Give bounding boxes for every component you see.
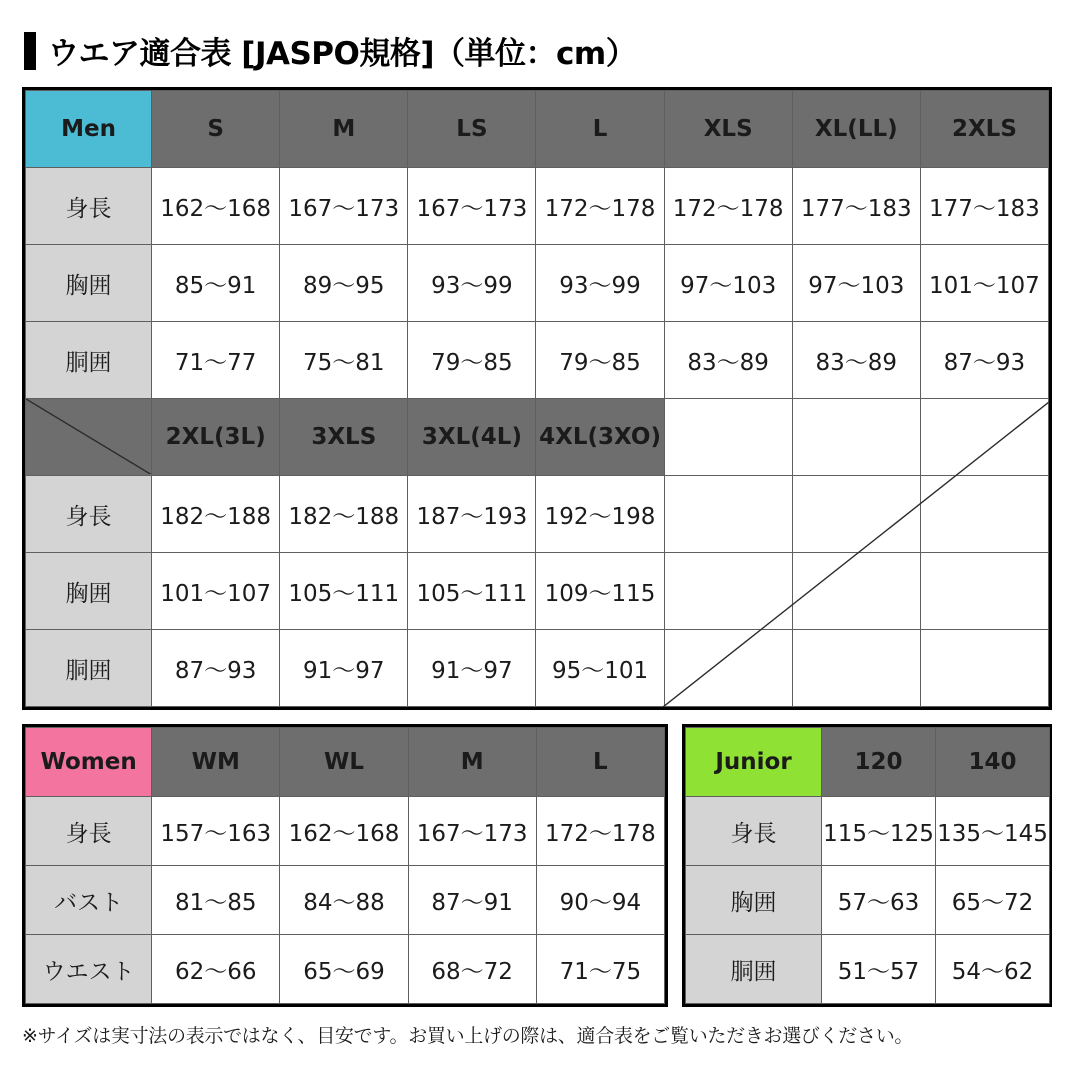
men-size-header-2xls: 2XLS (920, 91, 1048, 168)
table-row (26, 399, 1049, 476)
table-row (26, 935, 665, 1004)
men-row-label-waist-2: 胴囲 (26, 630, 152, 707)
table-row (26, 553, 1049, 630)
men-size-header-xl: XL(LL) (792, 91, 920, 168)
junior-size-table (685, 727, 1050, 1004)
women-cell-height-wm: 157〜163 (152, 797, 280, 866)
women-cell-bust-wl: 84〜88 (280, 866, 408, 935)
table-row (26, 91, 1049, 168)
diagonal-line-icon (26, 399, 151, 474)
men-cell-height-l: 172〜178 (536, 168, 664, 245)
men-cell-chest-4xl3xo: 109〜115 (536, 553, 664, 630)
men-cell-waist-2xls: 87〜93 (920, 322, 1048, 399)
men-cell-height-2xls: 177〜183 (920, 168, 1048, 245)
empty-cell (664, 553, 792, 630)
women-cell-waist-m: 68〜72 (408, 935, 536, 1004)
empty-cell (664, 399, 792, 476)
women-cell-height-m: 167〜173 (408, 797, 536, 866)
men-size-header-3xls: 3XLS (280, 399, 408, 476)
men-cell-chest-m: 89〜95 (280, 245, 408, 322)
junior-cell-chest-120: 57〜63 (822, 866, 936, 935)
title-text: ウエア適合表 [JASPO規格]（単位：cm） (48, 36, 637, 72)
women-cell-waist-l: 71〜75 (536, 935, 664, 1004)
men-cell-waist-ls: 79〜85 (408, 322, 536, 399)
bottom-tables-row (22, 724, 1058, 1007)
footnote-text: ※サイズは実寸法の表示ではなく、目安です。お買い上げの際は、適合表をご覧いただきお選びください。 (22, 1025, 914, 1047)
men-cell-waist-m: 75〜81 (280, 322, 408, 399)
junior-cell-chest-140: 65〜72 (936, 866, 1050, 935)
junior-row-label-waist: 胴囲 (686, 935, 822, 1004)
empty-cell (664, 476, 792, 553)
women-cell-bust-l: 90〜94 (536, 866, 664, 935)
junior-row-label-chest: 胸囲 (686, 866, 822, 935)
men-cell-chest-xls: 97〜103 (664, 245, 792, 322)
men-cell-chest-xl: 97〜103 (792, 245, 920, 322)
men-cell-height-ls: 167〜173 (408, 168, 536, 245)
men-cell-chest-3xl4l: 105〜111 (408, 553, 536, 630)
men-cell-waist-xls: 83〜89 (664, 322, 792, 399)
men-cell-waist-l: 79〜85 (536, 322, 664, 399)
men-cell-height-s: 162〜168 (152, 168, 280, 245)
men-row-label-waist: 胴囲 (26, 322, 152, 399)
men-cell-chest-2xls: 101〜107 (920, 245, 1048, 322)
men-size-header-m: M (280, 91, 408, 168)
empty-cell (920, 476, 1048, 553)
empty-cell (920, 553, 1048, 630)
men-row-label-chest: 胸囲 (26, 245, 152, 322)
table-row (26, 245, 1049, 322)
junior-size-header-140: 140 (936, 728, 1050, 797)
men-cell-height-3xl4l: 187〜193 (408, 476, 536, 553)
men-size-header-4xl3xo: 4XL(3XO) (536, 399, 664, 476)
women-size-header-m: M (408, 728, 536, 797)
men-row-label-height: 身長 (26, 168, 152, 245)
men-cell-chest-s: 85〜91 (152, 245, 280, 322)
table-row (26, 728, 665, 797)
table-row (686, 866, 1050, 935)
women-cell-waist-wm: 62〜66 (152, 935, 280, 1004)
women-cell-height-wl: 162〜168 (280, 797, 408, 866)
men-cell-chest-l: 93〜99 (536, 245, 664, 322)
women-size-table-container (22, 724, 668, 1007)
men-size-header-ls: LS (408, 91, 536, 168)
title-accent-bar (24, 32, 36, 70)
men-size-header-xls: XLS (664, 91, 792, 168)
table-row (686, 728, 1050, 797)
table-row (26, 797, 665, 866)
men-size-header-3xl4l: 3XL(4L) (408, 399, 536, 476)
women-row-label-bust: バスト (26, 866, 152, 935)
men-size-table-container (22, 87, 1052, 710)
men-cell-chest-ls: 93〜99 (408, 245, 536, 322)
men-cell-waist-3xls: 91〜97 (280, 630, 408, 707)
table-row (26, 866, 665, 935)
men-corner-label: Men (26, 91, 152, 168)
women-row-label-waist: ウエスト (26, 935, 152, 1004)
women-corner-label: Women (26, 728, 152, 797)
junior-cell-height-140: 135〜145 (936, 797, 1050, 866)
men-size-header-s: S (152, 91, 280, 168)
junior-corner-label: Junior (686, 728, 822, 797)
women-cell-height-l: 172〜178 (536, 797, 664, 866)
empty-cell (920, 630, 1048, 707)
men-cell-waist-2xl3l: 87〜93 (152, 630, 280, 707)
table-row (26, 322, 1049, 399)
women-cell-bust-wm: 81〜85 (152, 866, 280, 935)
empty-cell (792, 630, 920, 707)
men-cell-waist-4xl3xo: 95〜101 (536, 630, 664, 707)
men-cell-waist-xl: 83〜89 (792, 322, 920, 399)
junior-size-header-120: 120 (822, 728, 936, 797)
men-cell-chest-2xl3l: 101〜107 (152, 553, 280, 630)
men-cell-chest-3xls: 105〜111 (280, 553, 408, 630)
men-size-table (25, 90, 1049, 707)
men-corner-diagonal (26, 399, 152, 476)
men-cell-height-m: 167〜173 (280, 168, 408, 245)
men-cell-height-4xl3xo: 192〜198 (536, 476, 664, 553)
men-cell-waist-s: 71〜77 (152, 322, 280, 399)
women-size-header-l: L (536, 728, 664, 797)
empty-cell (792, 553, 920, 630)
women-cell-waist-wl: 65〜69 (280, 935, 408, 1004)
men-row-label-chest-2: 胸囲 (26, 553, 152, 630)
men-size-header-2xl3l: 2XL(3L) (152, 399, 280, 476)
junior-cell-waist-140: 54〜62 (936, 935, 1050, 1004)
junior-cell-height-120: 115〜125 (822, 797, 936, 866)
table-row (686, 935, 1050, 1004)
table-row (26, 168, 1049, 245)
men-cell-height-3xls: 182〜188 (280, 476, 408, 553)
junior-size-table-container (682, 724, 1052, 1007)
table-row (26, 476, 1049, 553)
men-cell-height-2xl3l: 182〜188 (152, 476, 280, 553)
table-row (686, 797, 1050, 866)
men-cell-height-xl: 177〜183 (792, 168, 920, 245)
empty-cell (792, 399, 920, 476)
women-cell-bust-m: 87〜91 (408, 866, 536, 935)
empty-cell (792, 476, 920, 553)
men-cell-height-xls: 172〜178 (664, 168, 792, 245)
men-size-header-l: L (536, 91, 664, 168)
page-title (24, 28, 1058, 73)
table-row (26, 630, 1049, 707)
empty-cell (664, 630, 792, 707)
junior-row-label-height: 身長 (686, 797, 822, 866)
women-size-header-wl: WL (280, 728, 408, 797)
men-cell-waist-3xl4l: 91〜97 (408, 630, 536, 707)
women-size-header-wm: WM (152, 728, 280, 797)
men-row-label-height-2: 身長 (26, 476, 152, 553)
women-size-table (25, 727, 665, 1004)
empty-cell (920, 399, 1048, 476)
women-row-label-height: 身長 (26, 797, 152, 866)
junior-cell-waist-120: 51〜57 (822, 935, 936, 1004)
